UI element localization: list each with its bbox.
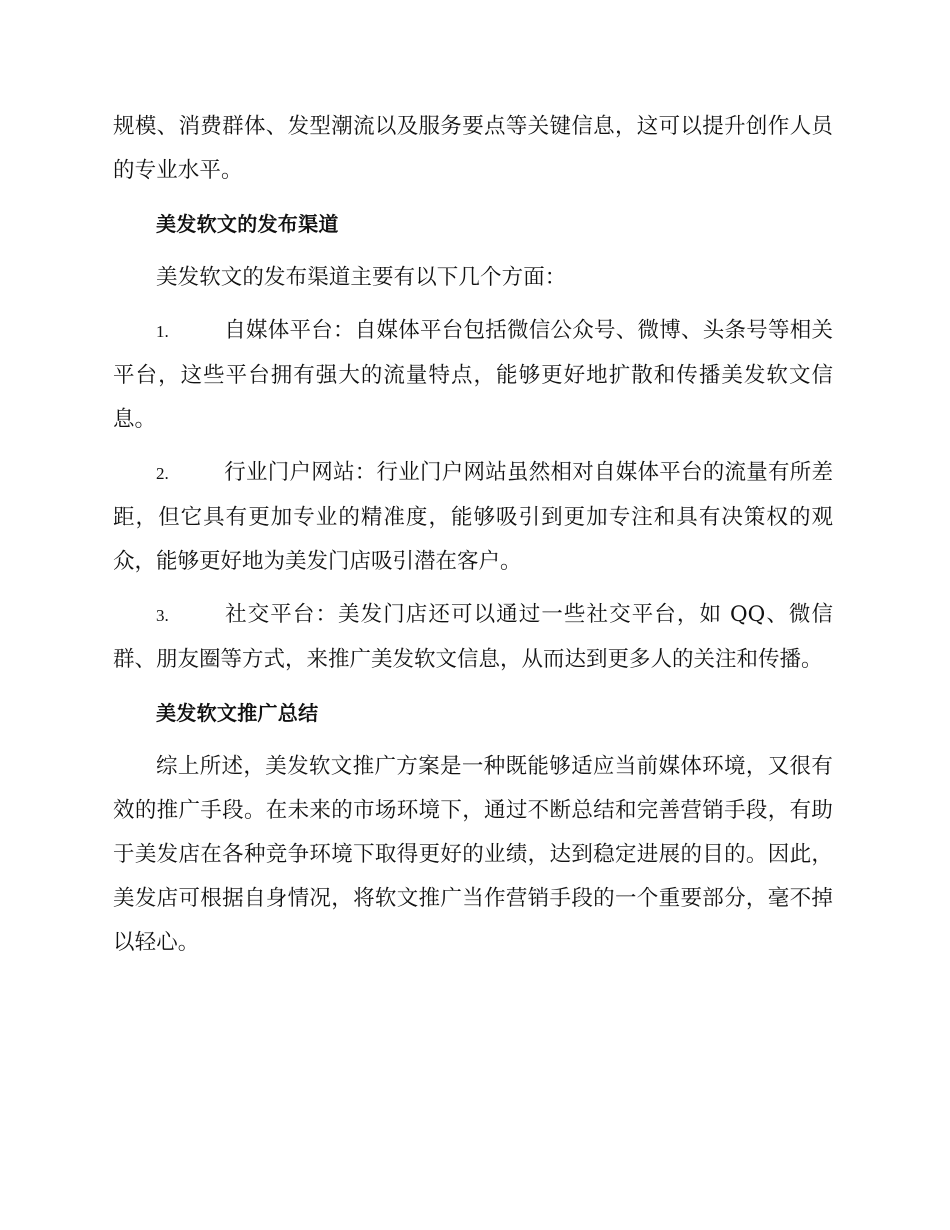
list-item-number: 2.	[156, 464, 169, 483]
document-page	[113, 105, 833, 965]
intro-paragraph: 规模、消费群体、发型潮流以及服务要点等关键信息，这可以提升创作人员的专业水平。	[113, 114, 833, 183]
section-heading-summary: 美发软文推广总结	[156, 701, 319, 725]
summary-paragraph: 综上所述，美发软文推广方案是一种既能够适应当前媒体环境，又很有效的推广手段。在未来的市场环境下，通过不断总结和完善营销手段，有助于美发店在各种竞争环境下取得更好的业绩，达到稳定进展的目的。因此，美发店可根据自身情况，将软文推广当作营销手段的一个重要部分，毫不掉以轻心。	[113, 754, 833, 955]
list-item	[113, 309, 833, 442]
list-item-number: 3.	[156, 606, 169, 625]
list-item	[113, 451, 833, 584]
list-item	[113, 593, 833, 682]
list-item-text: 行业门户网站：行业门户网站虽然相对自媒体平台的流量有所差距，但它具有更加专业的精准度，能够吸引到更加专注和具有决策权的观众，能够更好地为美发门店吸引潜在客户。	[113, 460, 833, 574]
list-item-text: 社交平台：美发门店还可以通过一些社交平台，如 QQ、微信群、朋友圈等方式，来推广美发软文信息，从而达到更多人的关注和传播。	[113, 602, 833, 672]
list-item-text: 自媒体平台：自媒体平台包括微信公众号、微博、头条号等相关平台，这些平台拥有强大的流量特点，能够更好地扩散和传播美发软文信息。	[113, 318, 833, 432]
channels-lead-paragraph: 美发软文的发布渠道主要有以下几个方面：	[156, 265, 567, 290]
section-heading-channels: 美发软文的发布渠道	[156, 212, 339, 236]
list-item-number: 1.	[156, 322, 169, 341]
